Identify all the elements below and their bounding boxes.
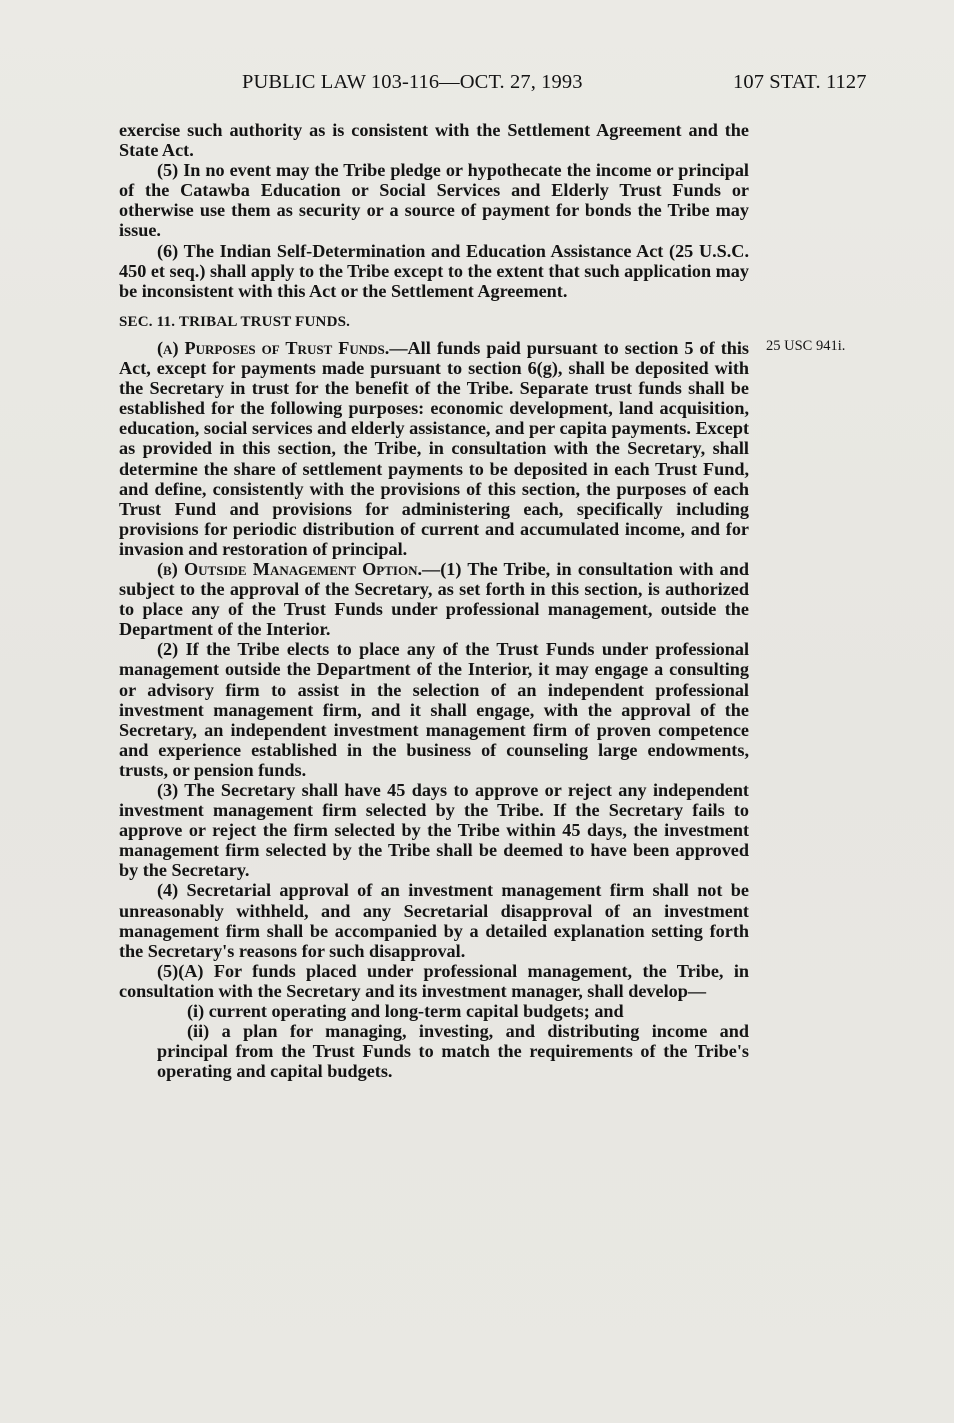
subsection-b-label: (b) Outside Management Option. <box>157 558 423 579</box>
page-header <box>0 71 954 99</box>
body-text <box>119 120 749 1081</box>
subsection-b-paragraph-5A: (5)(A) For funds placed under professional management, the Tribe, in consultation with the Secretary and its investment manager, shall develop— <box>119 960 749 1001</box>
clause-i: (i) current operating and long-term capital budgets; and <box>187 1001 624 1022</box>
subsection-b-paragraph-4: (4) Secretarial approval of an investment management firm shall not be unreasonably withheld, and any Secretarial disapproval of an investment management firm shall be accompanied by a detailed explanation setting forth the Secretary's reasons for such disapproval. <box>119 880 749 961</box>
clause-ii: (ii) a plan for managing, investing, and distributing income and principal from the Trust Funds to match the requirements of the Tribe's operating and capital budgets. <box>157 1021 749 1082</box>
subsection-a-label: (a) Purposes of Trust Funds. <box>157 337 390 358</box>
paragraph-6: (6) The Indian Self-Determination and Education Assistance Act (25 U.S.C. 450 et seq.) shall apply to the Tribe except to the extent that such application may be inconsistent with this Act or the Settlement Agreement. <box>119 240 749 301</box>
statute-page-number: 107 STAT. 1127 <box>733 71 867 93</box>
subsection-a <box>119 338 749 559</box>
section-heading: SEC. 11. TRIBAL TRUST FUNDS. <box>119 313 351 330</box>
paragraph-continuation: exercise such authority as is consistent with the Settlement Agreement and the State Act. <box>119 120 749 161</box>
running-head-title: PUBLIC LAW 103-116—OCT. 27, 1993 <box>242 71 583 93</box>
margin-citation: 25 USC 941i. <box>766 338 846 354</box>
subsection-a-text: —All funds paid pursuant to section 5 of this Act, except for payments made pursuant to section 6(g), shall be deposited with the Secretary in trust for the benefit of the Tribe. Separate trust funds shall be established for the following purposes: economic development, land acquisition, education, social services and elderly assistance, and per capita payments. Except as provided in this section, the Tribe, in consultation with the Secretary, shall determine the share of settlement payments to be deposited in each Trust Fund, and define, consistently with the provisions of this section, the purposes of each Trust Fund and provisions for administering each, specifically including provisions for periodic distribution of current and accumulated income, and for invasion and restoration of principal. <box>119 337 749 559</box>
subsection-b <box>119 559 749 639</box>
paragraph-5: (5) In no event may the Tribe pledge or hypothecate the income or principal of the Catawba Education or Social Services and Elderly Trust Funds or otherwise use them as security or a source of payment for bonds the Tribe may issue. <box>119 160 749 241</box>
subsection-b-text: —(1) The Tribe, in consultation with and subject to the approval of the Secretary, as set forth in this section, is authorized to place any of the Trust Funds under professional management, outside the Department of the Interior. <box>119 558 749 640</box>
subsection-b-paragraph-2: (2) If the Tribe elects to place any of the Trust Funds under professional management outside the Department of the Interior, it may engage a consulting or advisory firm to assist in the selection of an independent professional investment management firm, and it shall engage, with the approval of the Secretary, an independent investment management firm of proven competence and experience established in the business of counseling large endowments, trusts, or pension funds. <box>119 639 749 780</box>
subsection-b-paragraph-3: (3) The Secretary shall have 45 days to approve or reject any independent investment management firm selected by the Tribe. If the Secretary fails to approve or reject the firm selected by the Tribe within 45 days, the investment management firm selected by the Tribe shall be deemed to have been approved by the Secretary. <box>119 780 749 881</box>
